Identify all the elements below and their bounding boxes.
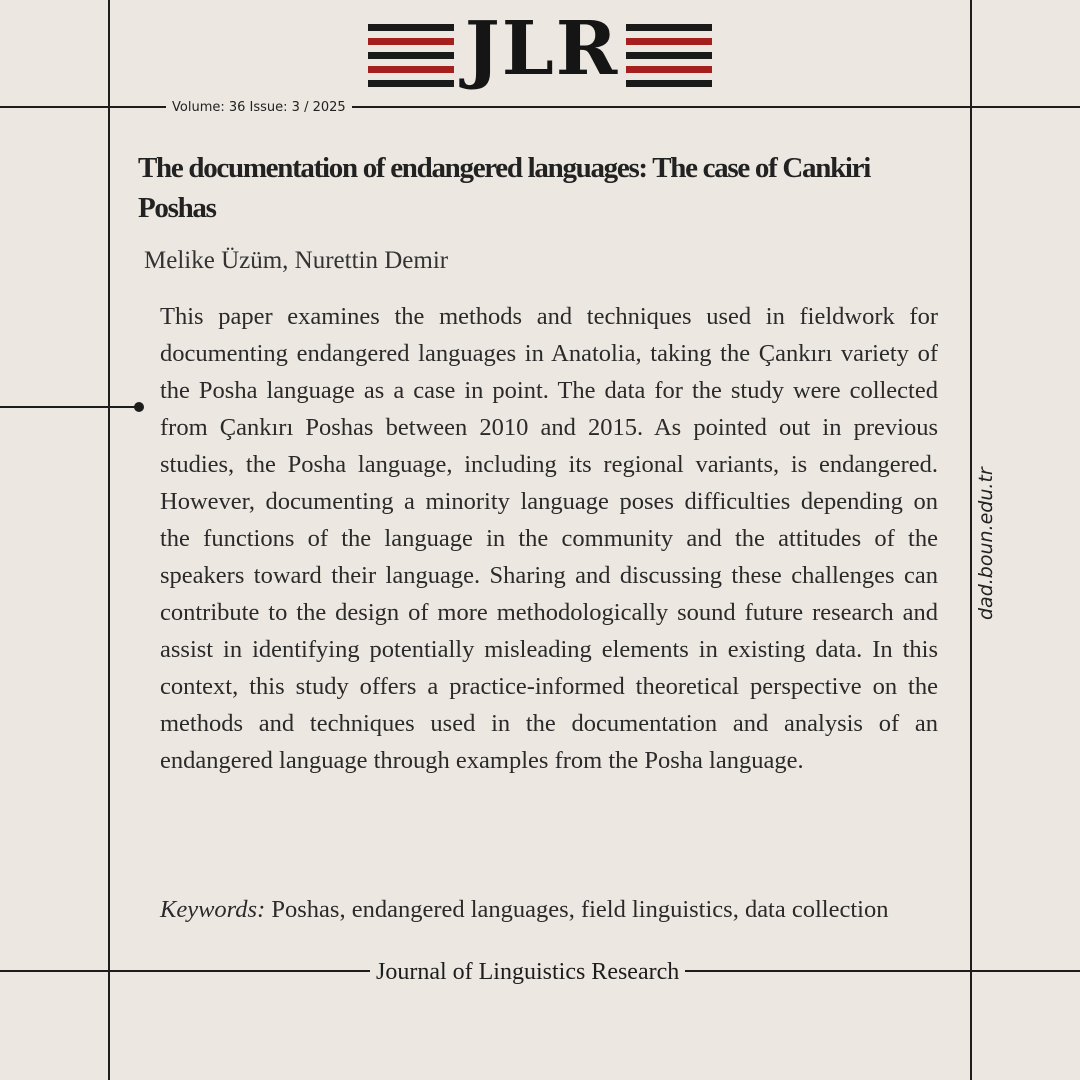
article-abstract: This paper examines the methods and techniques used in fieldwork for documenting endangered languages in Anatolia, taking the Çankırı variety of the Posha language as a case in point. The data for the study were collected from Çankırı Poshas between 2010 and 2015. As pointed out in previous studies, the Posha language, including its regional variants, is endangered. However, documenting a minority language poses difficulties depending on the functions of the language in the community and the attitudes of the speakers toward their language. Sharing and discussing these challenges can contribute to the design of more methodologically sound future research and assist in identifying potentially misleading elements in existing data. In this context, this study offers a practice-informed theoretical perspective on the methods and techniques used in the documentation and analysis of an endangered language through examples from the Posha language. [160, 303, 938, 774]
journal-logo [368, 6, 712, 104]
volume-issue-label: Volume: 36 Issue: 3 / 2025 [166, 98, 352, 118]
article-keywords [160, 891, 938, 928]
article-title: The documentation of endangered languages: The case of Cankiri Poshas [138, 152, 870, 224]
website-url: dad.boun.edu.tr [975, 461, 997, 626]
connector-dot [134, 402, 144, 412]
keywords-list: Poshas, endangered languages, field linguistics, data collection [271, 896, 889, 923]
connector-line [0, 406, 138, 408]
article-authors: Melike Üzüm, Nurettin Demir [144, 247, 449, 274]
left-frame-line [108, 0, 110, 1080]
journal-name-footer: Journal of Linguistics Research [370, 956, 685, 988]
logo-stripes-right [626, 24, 712, 94]
keywords-label: Keywords: [160, 896, 266, 923]
logo-stripes-left [368, 24, 454, 94]
logo-text: JLR [464, 6, 620, 92]
top-frame-line [0, 106, 1080, 108]
right-frame-line [970, 0, 972, 1080]
